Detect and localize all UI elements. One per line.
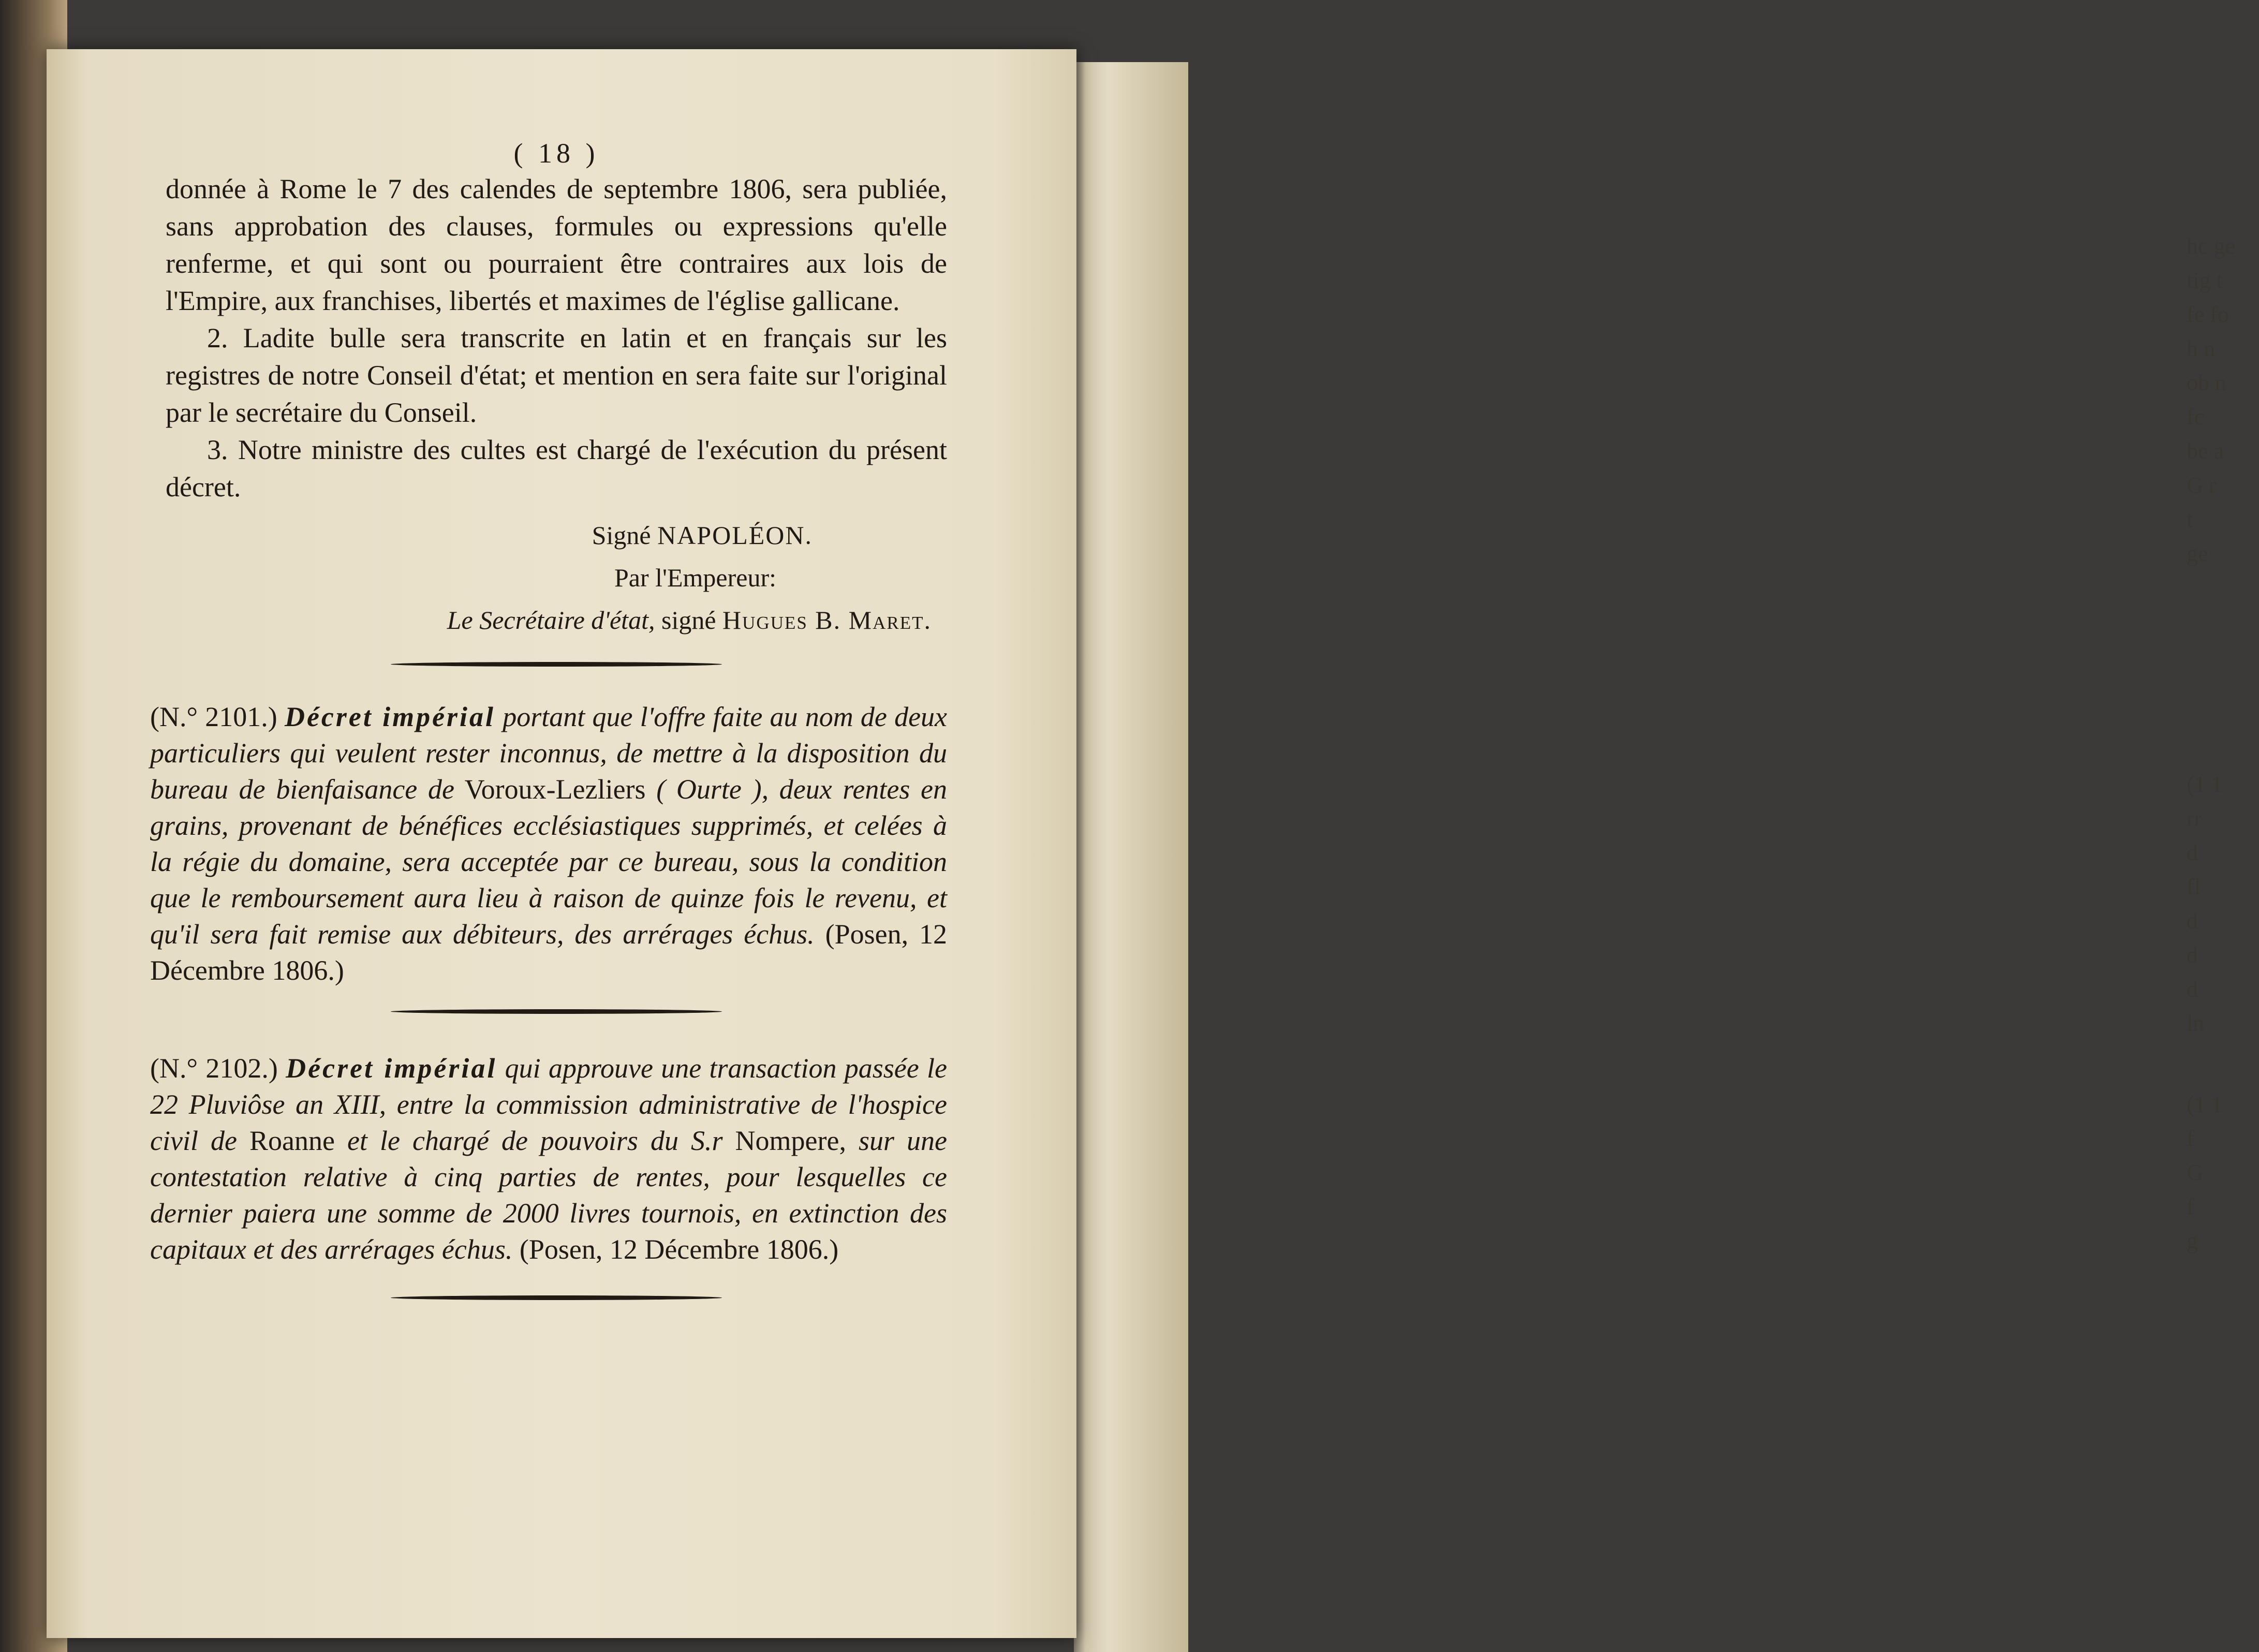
entry-person: Nompere, — [735, 1125, 846, 1156]
adjacent-fragment: f — [2187, 1194, 2194, 1219]
entry-text — [150, 1050, 947, 1267]
adjacent-fragment: t — [2187, 507, 2193, 532]
adjacent-fragment: (1 1 — [2187, 772, 2223, 797]
continuation-paragraph: donnée à Rome le 7 des calendes de septembre 1806, sera publiée, sans approbation des clauses, formules ou expressions qu'elle renferme, et qui sont ou pourraient être contraires aux lois de l'Empire, aux franchises, libertés et maximes de l'église gallicane. — [166, 173, 947, 316]
adjacent-fragment: be a — [2187, 438, 2224, 464]
adjacent-fragment: d — [2187, 840, 2198, 865]
adjacent-fragment: G — [2187, 1160, 2203, 1185]
entry-date: (Posen, 12 Décembre 1806.) — [519, 1234, 839, 1265]
decree-label: Décret impérial — [286, 1053, 497, 1084]
adjacent-fragment: G r — [2187, 473, 2217, 498]
adjacent-fragment: rr — [2187, 806, 2202, 831]
entry-text-c: sur une contestation relative à cinq parties de rentes, pour lesquelles ce dernier paiera une somme de 2000 livres tournois, en extinction des capitaux et des arrérages échus. — [150, 1125, 948, 1265]
signed-name: NAPOLÉON. — [657, 521, 813, 550]
section-divider — [391, 1009, 722, 1014]
section-divider — [391, 1295, 722, 1300]
page-content — [150, 137, 948, 1300]
secretary-signature — [166, 599, 932, 641]
adjacent-fragment: tig t — [2187, 268, 2223, 293]
decree-entry-2101 — [150, 699, 948, 989]
article-3: 3. Notre ministre des cultes est chargé de l'exécution du présent décret. — [166, 434, 947, 503]
article-2: 2. Ladite bulle sera transcrite en latin et en français sur les registres de notre Conseil d'état; et mention en sera faite sur l'original par le secrétaire du Conseil. — [166, 322, 947, 428]
adjacent-fragment: d — [2187, 977, 2198, 1002]
adjacent-fragment: fe fo — [2187, 302, 2229, 327]
entry-text-b: deux rentes en grains, provenant de bénéfices ecclésiastiques supprimés, et celées à la régie du domaine, sera acceptée par ce bureau, sous la condition que le remboursement aura lieu à raison de quinze fois le revenu, et qu'il sera fait remise aux débiteurs, des arrérages échus. — [150, 774, 948, 950]
secretary-title: Le Secrétaire d'état, — [447, 606, 655, 635]
section-divider — [391, 662, 722, 667]
signature-napoleon — [166, 514, 813, 556]
entry-place: Voroux-Lezliers — [464, 774, 646, 805]
entry-text-a: portant que l'offre faite au nom de deux particuliers qui veulent rester inconnus, de mettre à la disposition du bureau de bienfaisance de — [150, 701, 948, 805]
entry-text-b: et le chargé de pouvoirs du — [347, 1125, 678, 1156]
adjacent-fragment: f — [2187, 1126, 2194, 1151]
adjacent-fragment: fc — [2187, 404, 2205, 430]
secretary-signed: signé — [661, 606, 716, 635]
adjacent-fragment: fl — [2187, 874, 2201, 899]
adjacent-page — [1074, 62, 2236, 1652]
adjacent-fragment: d — [2187, 908, 2198, 934]
entry-number: (N.° 2102.) — [150, 1053, 278, 1084]
signed-prefix: Signé — [592, 521, 651, 550]
decree-entry-2102 — [150, 1050, 948, 1267]
adjacent-fragment: ln — [2187, 1011, 2205, 1036]
adjacent-fragment: hc ge — [2187, 233, 2236, 259]
entry-dept: ( Ourte ), — [656, 774, 769, 805]
adjacent-fragment: ob n — [2187, 370, 2226, 395]
adjacent-page-text — [2187, 233, 2259, 1262]
by-emperor: Par l'Empereur: — [614, 563, 776, 592]
adjacent-fragment: ge — [2187, 541, 2208, 566]
adjacent-fragment: h n — [2187, 336, 2215, 361]
secretary-name: Hugues B. Maret. — [722, 606, 932, 635]
decree-label: Décret impérial — [284, 701, 496, 732]
entry-number: (N.° 2101.) — [150, 701, 277, 732]
entry-date: (Posen, 12 Décembre 1806.) — [150, 919, 948, 986]
adjacent-fragment: (1 1 — [2187, 1092, 2223, 1117]
entry-sieur: S.r — [691, 1125, 723, 1156]
entry-place: Roanne — [249, 1125, 335, 1156]
entry-text-a: qui approuve une transaction passée le 22 Pluviôse an XIII, entre la commission administrative de l'hospice civil de — [150, 1053, 948, 1156]
page-number: ( 18 ) — [513, 138, 599, 169]
adjacent-fragment: d — [2187, 942, 2198, 968]
entry-text — [150, 699, 947, 989]
adjacent-fragment: g — [2187, 1228, 2198, 1253]
